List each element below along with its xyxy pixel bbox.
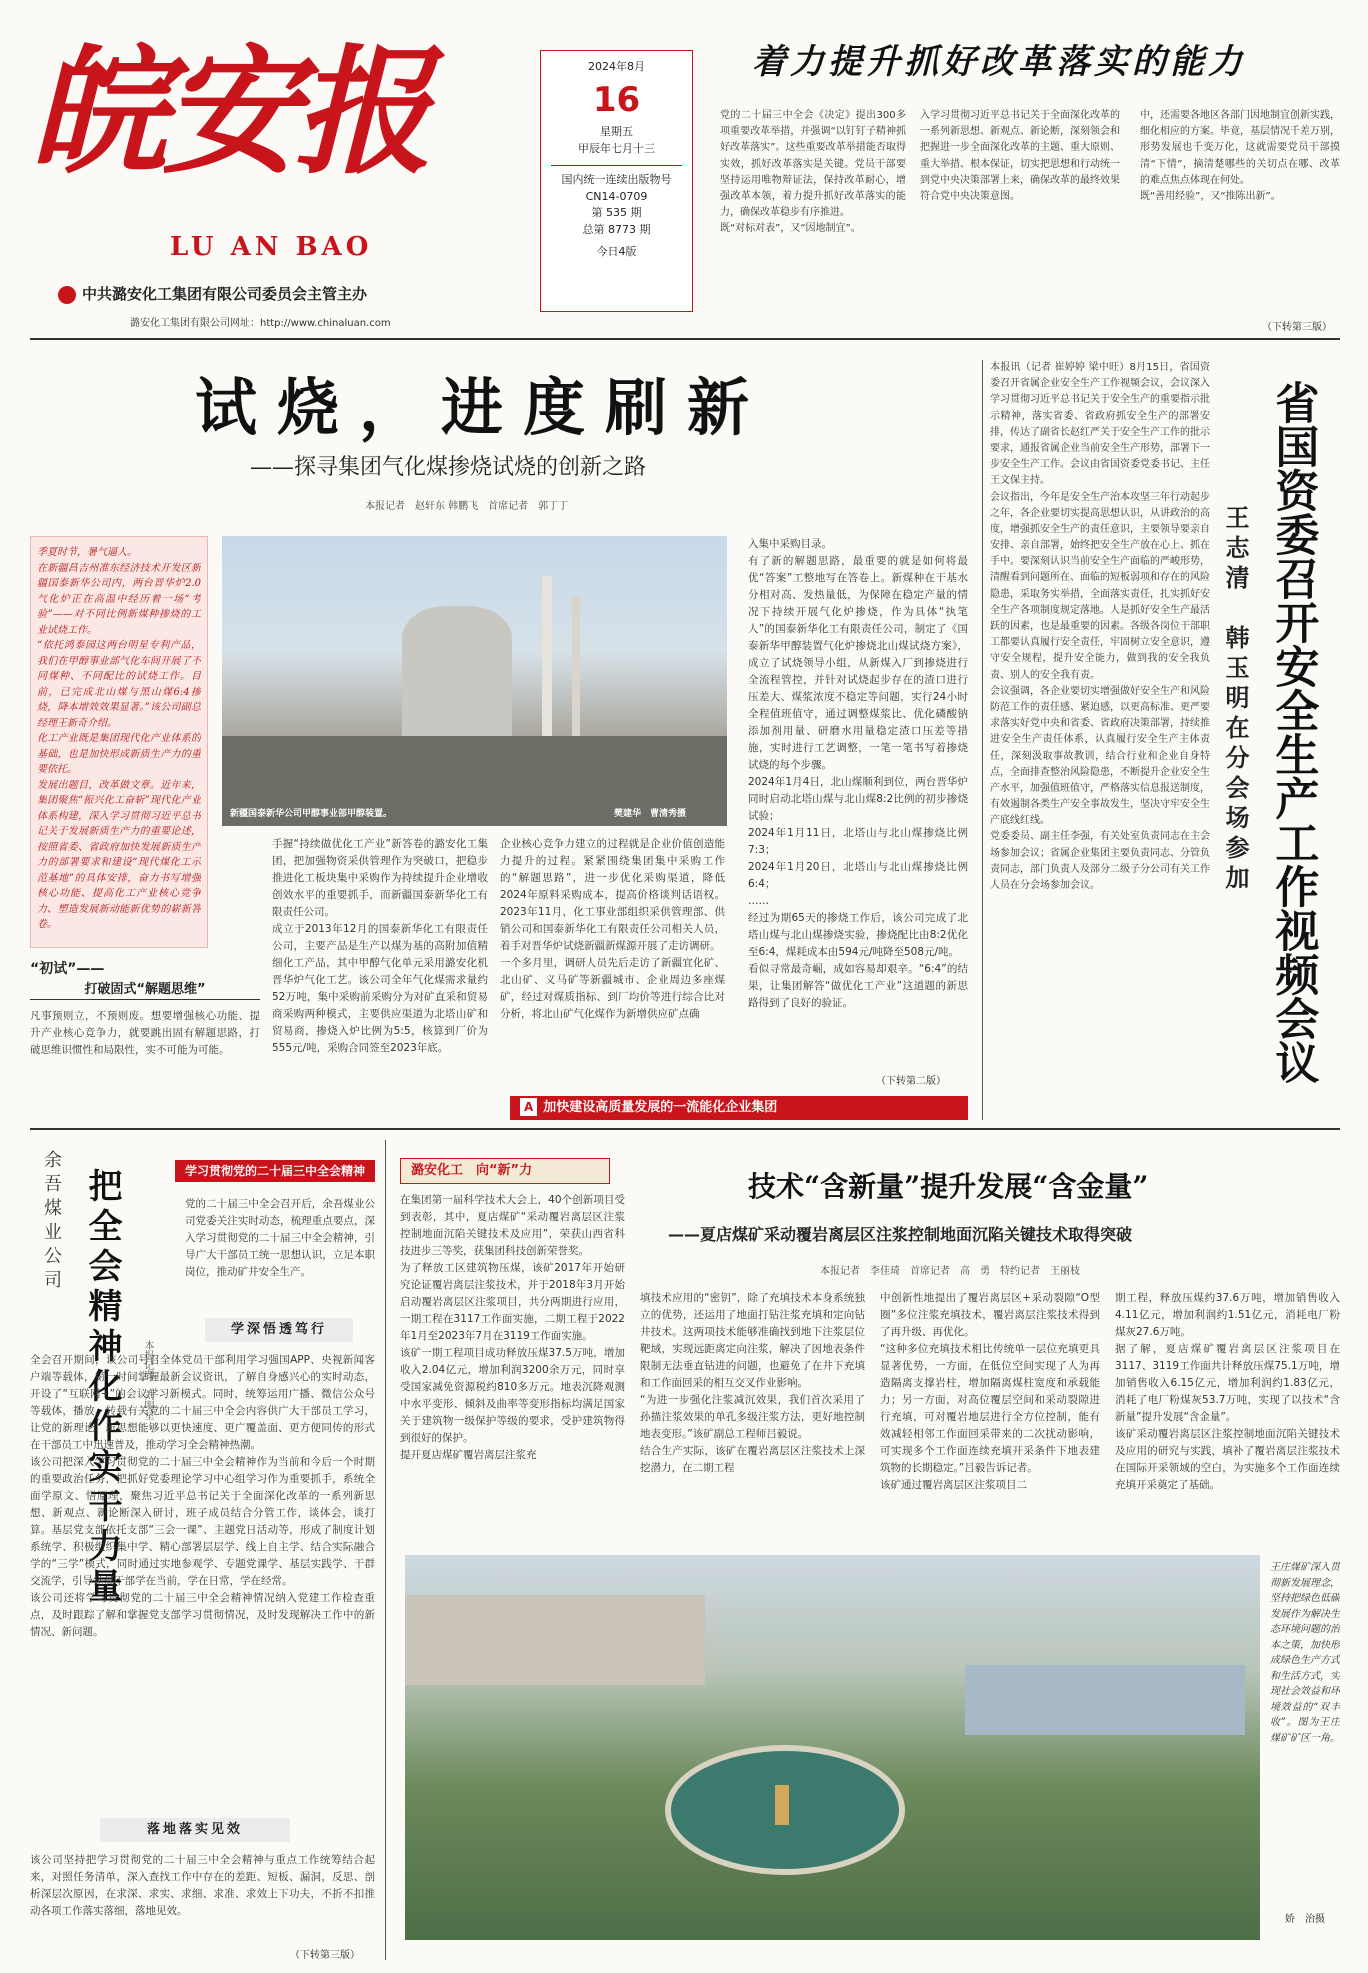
bottom-left-unit: 余吾煤业公司	[41, 1150, 62, 1294]
date-weekday: 星期五	[600, 125, 633, 139]
top-article-col2: 入学习贯彻习近平总书记关于全面深化改革的一系列新思想、新观点、新论断，深刻领会和把握进一步全面深化改革的主题、重大原则、重大举措、根本保证，切实把思想和行动统一到党中央决策部署上来，确保改革的最终效果符合党中央决策意图。	[920, 110, 1120, 202]
right-article-text: 本报讯（记者 崔婷婷 梁中旺）8月15日，省国资委召开省属企业安全生产工作视频会议，会议深入学习贯彻习近平总书记关于安全生产的重要指示批示精神，落实省委、省政府抓安全生产的部署安排，传达了副省长赵红严关于安全生产工作的批示要求，通报省属企业当前安全生产形势，部署下一步安全生产工作。会议由省国资委党委书记、主任王文保主持。 会议指出，今年是安全生产治本攻坚三年行动起步之年，各企业要切实提高思想认识，从讲政治的高度，增强抓安全生产的责任意识，主要领导要亲自安排、亲自部署，始终把安全生产放在心上、抓在手中。要深刻认识当前安全生产面临的严峻形势，清醒看到问题所在、面临的短板弱项和存在的风险隐患，采取务实举措，全面落实责任，扎实抓好安全生产各项制度规定落地。人是抓好安全生产最活跃的因素，也是最重要的因素。各级各岗位干部职工都要认真履行安全责任，牢固树立安全意识，遵守安全规程，提升安全能力，做到我的安全我负责、别人的安全我有责。 会议强调，各企业要切实增强做好安全生产和风险防范工作的责任感、紧迫感，以更高标准、更严要求落实好党中央和省委、省政府决策部署，持续推进安全生产责任体系，认真履行安全生产主体责任，深刻汲取事故教训，结合行业和企业自身特点，全面排查整治风险隐患，不断提升企业安全生产水平，加强值班值守，严格落实信息报送制度，有效遏制各类生产安全事故发生，坚决守牢安全生产底线红线。 党委委员、副主任李强，有关处室负责同志在主会场参加会议；省属企业集团主要负责同志、分管负责同志，部门负责人及部分二级子分公司有关工作人员在分会场参加会议。	[990, 362, 1210, 891]
main-subtitle: ——探寻集团气化煤掺烧试烧的创新之路	[250, 455, 647, 480]
date-day: 16	[592, 79, 641, 120]
plant-photo	[222, 536, 727, 826]
total-issue: 总第 8773 期	[582, 222, 651, 236]
study-tag: 学习贯彻党的二十届三中全会精神	[175, 1160, 375, 1182]
banner-slogan: A 加快建设高质量发展的一流能化企业集团	[510, 1096, 968, 1120]
date-lunar: 甲辰年七月十三	[578, 141, 655, 155]
main-headline: 试烧，进度刷新	[195, 371, 770, 444]
intro-text: 季夏时节，暑气逼人。 在新疆昌吉州准东经济技术开发区新疆国泰新华公司内，两台晋华炉2.0气化炉正在高温中经历着一场“考验”——对不同比例新煤种掺烧的工业试烧工作。 “依托鸿泰园这两台明星专利产品，我们在甲醇事业部气化车间开展了不同煤种、不同配比的试烧工作。目前，已完成北山煤与黑山煤6:4掺烧，降本增效效果显著。”该公司副总经理王新奇介绍。 化工产业既是集团现代化产业体系的基础，也是加快形成新质生产力的重要依托。 发展出题目，改革做文章。近年来，集团聚焦“振兴化工奋斩”现代化产业体系构建，深入学习贯彻习近平总书记关于发展新质生产力的重要论述，按照省委、省政府加快发展新质生产力的部署要求和建设“现代煤化工示范基地”的具体安排，奋力书写增强核心功能、提高化工产业核心竞争力、塑造发展新动能新优势的崭新答卷。	[37, 547, 201, 930]
section1-text: 凡事预则立，不预则废。想要增强核心功能、提升产业核心竞争力，就要跳出固有解题思路，打破思维识惯性和局限性，实不可能为可能。	[30, 1010, 260, 1056]
masthead-website: 潞安化工集团有限公司网址：http://www.chinaluan.com	[130, 318, 391, 329]
bottom-right-byline: 本报记者 李佳琦 首席记者 高 勇 特约记者 王丽枝	[820, 1266, 1080, 1277]
banner-text: 加快建设高质量发展的一流能化企业集团	[543, 1100, 778, 1115]
issue-number: 第 535 期	[591, 206, 642, 220]
serial-number: CN14-0709	[585, 189, 648, 203]
bottom-right-headline: 技术“含新量”提升发展“含金量”	[748, 1170, 1149, 1203]
column-tag: 潞安化工 向“新”力	[400, 1158, 610, 1184]
bottom-left-text1: 全会召开期间，该公司号召全体党员干部利用学习强国APP、央视新闻客户端等载体，第一时间掌握最新会议资讯，了解自身感兴心的实时动态，开设了“互联网+”的会议学习新模式。同时，统筹运用广播、微信公众号等载体，播放、转载有关党的二十届三中全会内容供广大干部员工学习，让党的新理论、新思想能够以更快速度、更广覆盖面、更方便同传的形式在干部员工中迅速普及，推动学习全会精神热潮。 该公司把深入学习贯彻党的二十届三中全会精神作为当前和今后一个时期的重要政治任务，把抓好党委理论学习中心组学习作为重要抓手，系统全面学原文、悟原理，聚焦习近平总书记关于全面深化改革的一系列新思想、新观点、新论断深入研讨，班子成员结合分管工作，谈体会，谈打算。基层党支部依托支部“三会一课”、主题党日活动等，形成了制度计划系统学、积极组织集中学、精心部署层层学、线上自主学、结合实际融合学的“三学”模式，同时通过实地参观学、专题党课学、基层实践学、干群交流学，引导党员干部学在当前，学在日常，学在经常。 该公司还将学习贯彻党的二十届三中全会精神情况纳入党建工作检查重点，及时跟踪了解和掌握党支部学习贯彻情况，及时发现解决工作中的新情况、新问题。	[30, 1354, 375, 1638]
main-col-c: 入集中采购目录。 有了新的解题思路，最重要的就是如何将最优“答案”工整地写在答卷上。新煤种在干基水分相对高、发热量低，为保障在稳定产量的情况下持续开展气化炉掺烧，作为具体“执笔人”的国泰新华化工有限责任公司，制定了《国泰新华甲醇装置气化炉掺烧北山煤试烧方案》，成立了试烧领导小组，从新煤入厂到掺烧进行全流程管控，并针对试烧起步存在的渣口进行压差大、煤浆浓度不稳定等问题，实行24小时全程值班值守，通过调整煤浆比、优化磷酸钠添加剂用量、研磨水用量稳定渣口压差等措施，实时进行工艺调整，一笔一笔书写着掺烧试烧的每个步骤。 2024年1月4日，北山煤顺利到位，两台晋华炉同时启动北塔山煤与北山煤8:2比例的初步掺烧试验； 2024年1月11日，北塔山与北山煤掺烧比例7:3； 2024年1月20日，北塔山与北山煤掺烧比例6:4； …… 经过为期65天的掺烧工作后，该公司完成了北塔山煤与北山煤掺烧实验，掺烧配比由8:2优化至6:4，煤耗成本由594元/吨降至508元/吨。 看似寻常最奇崛，成如容易却艰辛。“6:4”的结果，让集团解答“做优化工产业”这道题的新思路得到了良好的验证。	[748, 538, 968, 1009]
bottom-right-col1: 在集团第一届科学技术大会上，40个创新项目受到表彰，其中，夏店煤矿“采动覆岩离层区注浆控制地面沉陷关键技术及应用”，荣获山西省科技进步三等奖，获集团科技创新荣誉奖。 为了释放工区建筑物压煤，该矿2017年开始研究论证覆岩离层注浆技术，并于2018年3月开始启动覆岩离层区注浆项目，共分两期进行应用，一期工程在3117工作面实施，二期工程于2022年1月至2023年7月在3119工作面实施。 该矿一期工程项目成功释放压煤37.5万吨，增加收入2.04亿元，增加利润3200余万元，同时享受国家减免资源税约810多万元。地表沉降观测中水平变形、倾斜及曲率等变形指标均满足国家关于建筑物一级保护等级的要求，受护建筑物得到很好的保护。 提开夏店煤矿覆岩离层注浆充	[400, 1194, 625, 1461]
bottom-right-col3: 中创新性地提出了覆岩离层区+采动裂隙“O型圈”多位注浆充填技术，覆岩离层注浆技术得到了再升级、再优化。 “这种多位充填技术相比传统单一层位充填更具显著优势，一方面，在低位空间实现了人为再造隔离支撑岩柱，增加隔离煤柱宽度和承载能力；另一方面，对高位覆层空间和采动裂隙进行充填，可对覆岩地层进行全方位控制，能有效减轻相邻工作面回采带来的二次扰动影响，可实现多个工作面连续充填开采条件下地表建筑物的长期稳定。”吕毅告诉记者。 该矿通过覆岩离层区注浆项目二	[880, 1292, 1100, 1491]
bottom-left-intro: 党的二十届三中全会召开后，余吾煤业公司党委关注实时动态，梳理重点要点，深入学习贯彻党的二十届三中全会精神，引导广大干部员工统一思想认识，立足本职岗位，推动矿井安全生产。	[185, 1198, 375, 1278]
right-headline: 省国资委召开安全生产工作视频会议	[1267, 380, 1319, 1084]
top-article-col1: 党的二十届三中全会《决定》提出300多项重要改革举措，并强调“以钉钉子精神抓好改革落实”。这些重要改革举措能否取得实效，抓好改革落实是关键。党员干部要坚持运用唯物辩证法，保持改革耐心，增强改革本领，着力提升抓好改革落实的能力，确保改革稳步有序推进。 既“对标对表”，又“因地制宜”。	[720, 110, 906, 235]
date-year-month: 2024年8月	[588, 60, 645, 73]
section1-title: “初试”——	[30, 961, 105, 977]
main-col-b: 企业核心竞争力建立的过程就是企业价值创造能力提升的过程。紧紧围绕集团集中采购工作的“解题思路”，进一步优化采购渠道，降低2024年原料采购成本，提高价格谈判话语权。2023年11月，化工事业部组织采供管理部、供销公司和国泰新华化工有限责任公司相关人员，着手对晋华炉试烧新疆新煤源开展了走访调研。 一个多月里，调研人员先后走访了新疆宜化矿、北山矿、义马矿等新疆城市、企业周边多座煤矿，经过对煤质指标、到厂均价等进行综合比对分析，将北山矿气化煤作为新增供应矿点确	[500, 838, 725, 1020]
page-count: 今日4版	[596, 245, 637, 259]
masthead-title: 皖安报	[30, 30, 427, 193]
section1-header	[30, 958, 260, 1000]
bottom-right-col2: 填技术应用的“密钥”，除了充填技术本身系统独立的优势，还运用了地面打钻注浆充填和定向钻井技术。这两项技术能够准确找到地下注浆层位靶域，实现远距离定向注浆，解决了因地表条件限制无法垂直钻进的问题，也避免了在井下充填和工作面回采的相互交叉作业影响。 “为进一步强化注浆减沉效果，我们首次采用了孙描注浆效果的单孔多级注浆方法，更好地控制地表变形。”该矿副总工程师吕毅说。 结合生产实际，该矿在覆岩离层区注浆技术上深挖潜力，在二期工程	[640, 1292, 865, 1474]
mine-park-photo	[405, 1555, 1260, 1940]
masthead-sponsor: 中共潞安化工集团有限公司委员会主管主办	[82, 285, 368, 303]
top-headline: 着力提升抓好改革落实的能力	[752, 42, 1246, 82]
bottom-left-text2: 该公司坚持把学习贯彻党的二十届三中全会精神与重点工作统筹结合起来，对照任务清单，深入查找工作中存在的差距、短板、漏洞，反思、剖析深层次原因，在求深、求实、求细、求准、求效上下功夫，不折不扣推动各项工作落实落细，落地见效。	[30, 1854, 375, 1917]
section1-subtitle: 打破固式“解题思维”	[30, 978, 260, 1000]
subhead-implement: 落地落实见效	[100, 1818, 290, 1842]
mine-photo-credit: 娇 治摄	[1285, 1914, 1325, 1925]
main-col-a: 手握“持续做优化工产业”新答卷的潞安化工集团，把加强物资采供管理作为突破口，把稳步推进化工板块集中采购作为持续提升企业增收创效水平的重要抓手，而新疆国泰新华化工有限责任公司。 成立于2013年12月的国泰新华化工有限责任公司，主要产品是生产以煤为基的高附加值精细化工产品，其中甲醇气化单元采用潞安化机晋华炉气化工艺。该公司全年气化煤需求量约52万吨，集中采购前采购分为对矿直采和贸易商采购两种模式，主要供应渠道为北塔山矿和贸易商，掺烧入炉比例为5:5，核算到厂价为555元/吨，采购合同签至2023年底。	[272, 838, 488, 1054]
main-continued: （下转第二版）	[876, 1076, 946, 1087]
bottom-left-headline: 把全会精神化作实干力量	[82, 1168, 122, 1608]
photo-caption: 新疆国泰新华公司甲醇事业部甲醇装置。	[230, 809, 393, 819]
intro-box	[30, 536, 208, 948]
mine-photo-caption: 王庄煤矿深入贯彻新发展理念，坚持把绿色低碳发展作为解决生态环境问题的治本之策，加快形成绿色生产方式和生活方式，实现社会效益和环境效益的“双丰收”。图为王庄煤矿矿区一角。	[1270, 1562, 1340, 1744]
right-attendees: 王志清 韩玉明在分会场参加	[1221, 505, 1250, 895]
bottom-left-byline: 本报记者 刘明星	[142, 1340, 153, 1420]
bottom-left-continued: （下转第三版）	[290, 1950, 360, 1961]
date-box	[540, 50, 693, 312]
bottom-right-col4: 期工程，释放压煤约37.6万吨，增加销售收入4.11亿元，增加利润约1.51亿元，消耗电厂粉煤灰27.6万吨。 据了解，夏店煤矿覆岩离层区注浆项目在3117、3119工作面共计释放压煤75.1万吨，增加销售收入6.15亿元，增加利润约1.83亿元，消耗了电厂粉煤灰53.7万吨，实现了以技术“含新量”提升发展“含金量”。 该矿采动覆岩离层区注浆控制地面沉陷关键技术及应用的研究与实践，填补了覆岩离层注浆技术在国际开采领域的空白，为实施多个工作面连续充填开采奠定了基础。	[1115, 1292, 1340, 1491]
top-continued: （下转第三版）	[1262, 322, 1332, 333]
top-article-col3: 中，还需要各地区各部门因地制宜创新实践，细化相应的方案。毕竟，基层情况千差万别，形势发展也千变万化，这就需要党员干部摸清“下情”，摘清楚哪些的关切点在哪、改革的难点焦点体现在何处。 既“善用经验”，又“推陈出新”。	[1140, 110, 1340, 202]
bottom-right-subtitle: ——夏店煤矿采动覆岩离层区注浆控制地面沉陷关键技术取得突破	[668, 1225, 1133, 1244]
main-byline: 本报记者 赵轩东 韩鹏飞 首席记者 郭丁丁	[365, 501, 569, 512]
subhead-study: 学深悟透笃行	[205, 1318, 353, 1342]
masthead-pinyin: LU AN BAO	[170, 232, 373, 262]
party-emblem-icon	[58, 286, 76, 304]
serial-label: 国内统一连续出版物号	[561, 173, 672, 187]
photo-credit: 樊建华 曹清秀摄	[614, 809, 687, 819]
